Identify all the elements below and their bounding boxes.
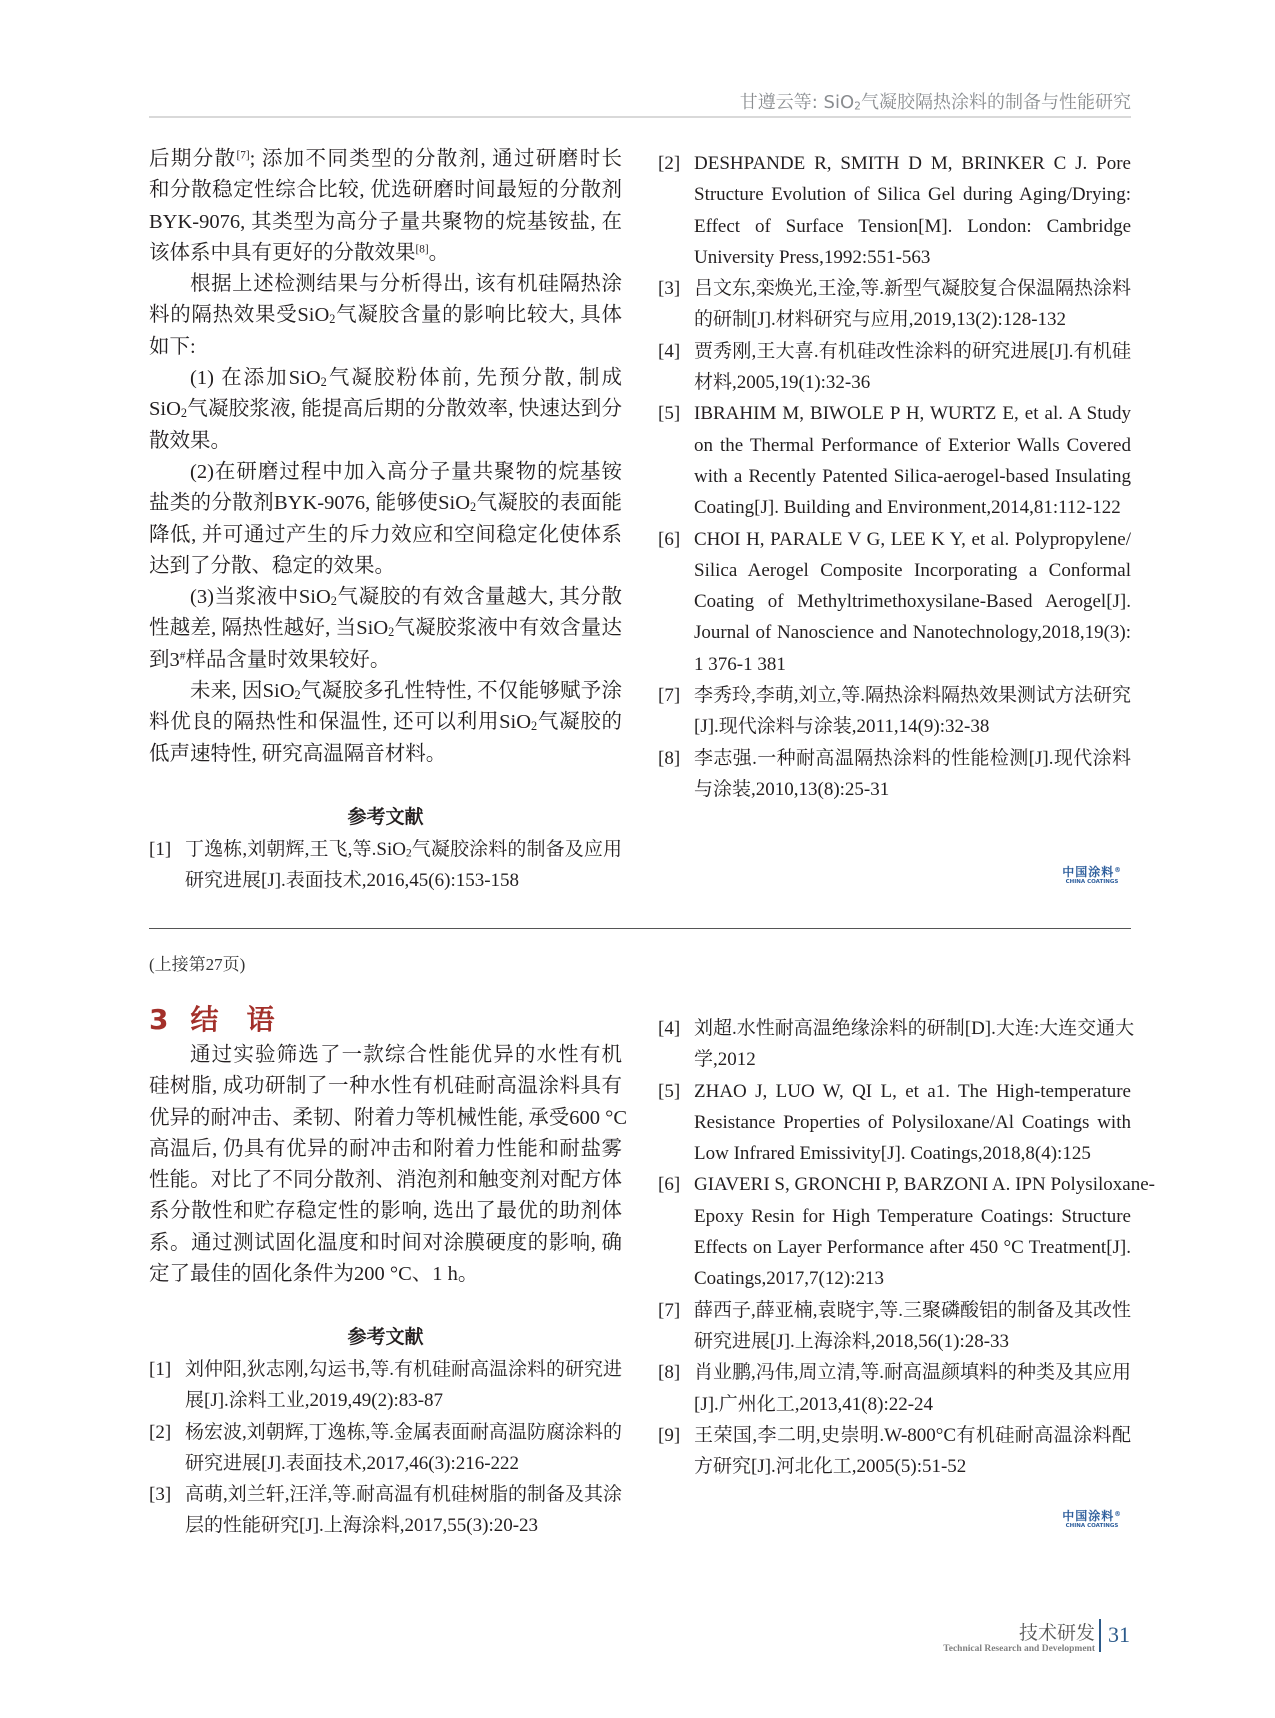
text-line: 学,2012 [694,1049,756,1071]
page-number: 31 [1108,1622,1130,1647]
reference-item [658,743,1131,806]
reference-number: [4] [658,1018,681,1039]
reference-item [149,1417,622,1480]
text-line: [J].广州化工,2013,41(8):22-24 [694,1393,934,1415]
text-line: 高萌,刘兰轩,汪洋,等.耐高温有机硅树脂的制备及其涂 [185,1484,623,1506]
reference-number: [2] [149,1421,172,1443]
text-line: 1 376-1 381 [694,653,786,675]
footer-section-cn: 技术研发 [1018,1622,1095,1644]
text-line: 王荣国,李二明,史崇明.W-800°C有机硅耐高温涂料配 [694,1424,1131,1446]
text-line: 的研制[J].材料研究与应用,2019,13(2):128-132 [694,309,1067,331]
text-line: 高温后, 仍具有优异的耐冲击和附着力性能和耐盐雾 [149,1137,622,1160]
text-line: 硅树脂, 成功研制了一种水性有机硅耐高温涂料具有 [149,1075,622,1098]
text-line: 散效果。 [149,429,231,452]
text-line: 如下: [149,335,196,358]
reference-number: [8] [658,1362,681,1384]
footer-section-en: Technical Research and Development [943,1644,1095,1654]
text-line: IBRAHIM M, BIWOLE P H, WURTZ E, et al. A Study [694,403,1131,425]
reference-number: [9] [658,1424,681,1446]
text-line: 研究进展[J].表面技术,2016,45(6):153-158 [185,870,520,892]
reference-number: [5] [658,1080,681,1102]
text-line: 李志强.一种耐高温隔热涂料的性能检测[J].现代涂料 [694,747,1131,769]
paragraph [149,269,622,363]
reference-number: [6] [658,1174,681,1196]
text-line: 根据上述检测结果与分析得出, 该有机硅隔热涂 [190,273,622,296]
text-line: 刘超.水性耐高温绝缘涂料的研制[D].大连:大连交通大 [694,1018,1135,1039]
reference-item [149,1354,622,1417]
text-line: 性能。对比了不同分散剂、消泡剂和触变剂对配方体 [149,1169,622,1192]
article1-references-left [149,834,622,897]
paragraph [149,676,622,770]
paragraph [149,457,622,582]
text-line: Silica Aerogel Composite Incorporating a Conformal [694,559,1131,581]
text-line: 盐类的分散剂BYK-9076, 能够使SiO$_2$气凝胶的表面能 [149,492,622,515]
article1-body [149,144,622,770]
text-line: Epoxy Resin for High Temperature Coatings: Structure [694,1205,1131,1227]
text-line: 材料,2005,19(1):32-36 [694,372,871,394]
text-line: on the Thermal Performance of Exterior Walls Covered [694,434,1131,456]
text-line: 和分散稳定性综合比较, 优选研磨时间最短的分散剂 [149,179,622,202]
text-line: Coatings,2017,7(12):213 [694,1268,884,1290]
running-title: 甘遵云等: SiO$_2$气凝胶隔热涂料的制备与性能研究 [739,92,1131,113]
article2-references-left [149,1354,622,1542]
text-line: Coating[J]. Building and Environment,2014,81:112-122 [694,497,1121,519]
text-line: Structure Evolution of Silica Gel during Aging/Drying: [694,184,1131,206]
text-line: Resistance Properties of Polysiloxane/Al Coatings with [694,1111,1131,1133]
reference-item [658,1357,1131,1420]
continued-note: (上接第27页) [149,955,246,974]
text-line: DESHPANDE R, SMITH D M, BRINKER C J. Pore [694,153,1131,174]
article-divider [149,928,1131,929]
reference-number: [6] [658,528,681,550]
reference-item [658,1169,1155,1294]
text-line: 降低, 并可通过产生的斥力效应和空间稳定化使体系 [149,523,622,546]
text-line: 系。通过测试固化温度和时间对涂膜硬度的影响, 确 [149,1231,622,1254]
text-line: Effects on Layer Performance after 450 °C Treatment[J]. [694,1237,1131,1259]
reference-item [658,1076,1131,1170]
text-line: 吕文东,栾焕光,王淦,等.新型气凝胶复合保温隔热涂料 [694,278,1132,300]
text-line: 刘仲阳,狄志刚,勾运书,等.有机硅耐高温涂料的研究进 [185,1359,623,1380]
paragraph [149,582,622,676]
reference-number: [5] [658,403,681,425]
reference-number: [1] [149,1359,172,1380]
text-line: 低声速特性, 研究高温隔音材料。 [149,742,447,765]
article1-references-title: 参考文献 [347,806,424,828]
reference-item [658,1295,1131,1358]
paragraph [149,144,622,269]
text-line: Effect of Surface Tension[M]. London: Cambridge [694,215,1131,237]
article2-references-title: 参考文献 [347,1326,424,1348]
text-line: 该体系中具有更好的分散效果[8]。 [149,241,450,264]
paragraph [149,1040,627,1290]
text-line: 与涂装,2010,13(8):25-31 [694,778,890,800]
text-line: University Press,1992:551-563 [694,246,931,268]
reference-item [658,680,1131,743]
text-line: 研究进展[J].表面技术,2017,46(3):216-222 [185,1452,520,1474]
reference-item [658,524,1131,680]
text-line: with a Recently Patented Silica-aerogel-based Insulating [694,465,1131,487]
text-line: 系分散性和贮存稳定性的影响, 选出了最优的助剂体 [149,1200,622,1223]
reference-number: [2] [658,153,681,174]
reference-item [149,834,622,897]
text-line: CHOI H, PARALE V G, LEE K Y, et al. Polypropylene/ [694,528,1131,550]
text-line: 达到了分散、稳定的效果。 [149,554,395,577]
china-coatings-logo: 中国涂料® CHINA COATINGS [1062,865,1122,885]
article2-references-right [658,1013,1155,1482]
text-line: 肖业鹏,冯伟,周立清,等.耐高温颜填料的种类及其应用 [694,1362,1132,1384]
text-line: Journal of Nanoscience and Nanotechnology,2018,19(3): [694,622,1131,644]
reference-number: [7] [658,685,681,707]
text-line: 定了最佳的固化条件为200 °C、1 h。 [149,1263,479,1286]
text-line: GIAVERI S, GRONCHI P, BARZONI A. IPN Polysiloxane- [694,1174,1155,1196]
text-line: 性越差, 隔热性越好, 当SiO$_2$气凝胶浆液中有效含量达 [149,617,622,640]
reference-number: [8] [658,747,681,769]
text-line: 层的性能研究[J].上海涂料,2017,55(3):20-23 [185,1515,539,1537]
text-line: 杨宏波,刘朝辉,丁逸栋,等.金属表面耐高温防腐涂料的 [185,1421,623,1443]
section-heading: 3 结 语 [149,1003,275,1036]
text-line: 展[J].涂料工业,2019,49(2):83-87 [185,1390,444,1412]
text-line: 李秀玲,李萌,刘立,等.隔热涂料隔热效果测试方法研究 [694,685,1132,707]
text-line: Coating of Methyltrimethoxysilane-Based Aerogel[J]. [694,591,1131,613]
text-line: 薛西子,薛亚楠,袁晓宇,等.三聚磷酸铝的制备及其改性 [694,1299,1132,1321]
text-line: 研究进展[J].上海涂料,2018,56(1):28-33 [694,1330,1010,1352]
reference-number: [3] [658,278,681,300]
reference-item [658,1420,1131,1483]
text-line: 到3#样品含量时效果较好。 [149,648,391,671]
reference-item [658,336,1131,399]
reference-item [658,148,1131,273]
text-line: 贾秀刚,王大喜.有机硅改性涂料的研究进展[J].有机硅 [694,340,1131,362]
footer-divider [1099,1619,1101,1652]
article1-references-right [658,148,1131,805]
text-line: 未来, 因SiO$_2$气凝胶多孔性特性, 不仅能够赋予涂 [190,680,623,703]
text-line: Low Infrared Emissivity[J]. Coatings,2018,8(4):125 [694,1143,1091,1165]
header-divider [149,116,1131,118]
text-line: 后期分散[7]; 添加不同类型的分散剂, 通过研磨时长 [149,148,622,170]
text-line: SiO$_2$气凝胶浆液, 能提高后期的分散效率, 快速达到分 [149,398,622,421]
text-line: (3)当浆液中SiO$_2$气凝胶的有效含量越大, 其分散 [190,586,622,609]
text-line: 方研究[J].河北化工,2005(5):51-52 [694,1456,967,1478]
paragraph [149,363,622,457]
reference-item [658,398,1131,523]
text-line: BYK-9076, 其类型为高分子量共聚物的烷基铵盐, 在 [149,210,622,233]
china-coatings-logo: 中国涂料® CHINA COATINGS [1062,1509,1122,1529]
text-line: 丁逸栋,刘朝辉,王飞,等.SiO$_2$气凝胶涂料的制备及应用 [185,839,622,860]
text-line: (1) 在添加SiO$_2$气凝胶粉体前, 先预分散, 制成 [190,367,623,390]
reference-item [658,273,1131,336]
article2-body [149,1040,627,1290]
text-line: 料优良的隔热性和保温性, 还可以利用SiO$_2$气凝胶的 [149,711,623,734]
text-line: 料的隔热效果受SiO$_2$气凝胶含量的影响比较大, 具体 [149,304,622,327]
text-line: ZHAO J, LUO W, QI L, et a1. The High-temperature [694,1080,1131,1102]
text-line: 通过实验筛选了一款综合性能优异的水性有机 [190,1044,622,1066]
reference-number: [4] [658,340,681,362]
reference-number: [7] [658,1299,681,1321]
reference-number: [3] [149,1484,172,1506]
reference-number: [1] [149,839,172,860]
text-line: 优异的耐冲击、柔韧、附着力等机械性能, 承受600 °C [149,1106,627,1129]
text-line: (2)在研磨过程中加入高分子量共聚物的烷基铵 [190,460,622,483]
reference-item [658,1013,1135,1076]
text-line: [J].现代涂料与涂装,2011,14(9):32-38 [694,716,990,738]
reference-item [149,1479,622,1542]
